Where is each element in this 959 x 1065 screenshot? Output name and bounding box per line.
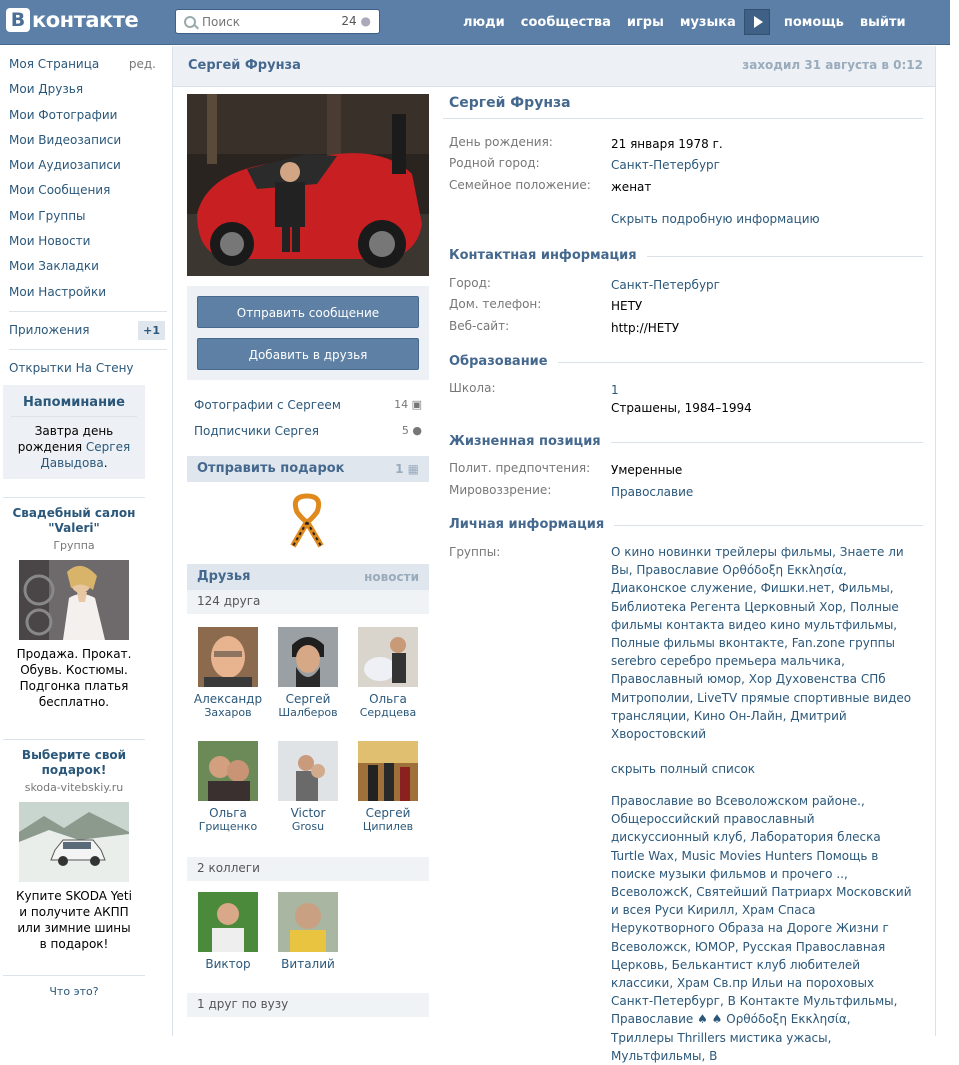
search-icon	[184, 16, 196, 28]
nav-music[interactable]: музыка	[679, 14, 736, 30]
subscribers-link[interactable]: Подписчики Сергея 5 ●	[194, 424, 422, 438]
friends-title[interactable]: Друзья	[197, 569, 251, 584]
home-phone: НЕТУ	[611, 299, 643, 313]
friends-news-link[interactable]: новости	[364, 570, 419, 584]
sidebar-item-videos[interactable]: Мои Видеозаписи	[9, 132, 122, 147]
last-seen: заходил 31 августа в 0:12	[742, 58, 923, 72]
search-input[interactable]	[202, 13, 332, 30]
friend-card[interactable]: Сергей Шалберов	[268, 627, 348, 720]
nav-communities[interactable]: сообщества	[520, 14, 611, 30]
sidebar-item-friends[interactable]: Мои Друзья	[9, 82, 84, 97]
hide-full-list-link[interactable]: скрыть полный список	[611, 762, 756, 776]
friend-avatar[interactable]	[278, 892, 338, 952]
worldview-link[interactable]: Православие	[611, 485, 694, 499]
gift-count: 1 ▦	[395, 462, 419, 476]
edit-link[interactable]: ред.	[128, 57, 156, 71]
search-count: 24 ●	[341, 14, 371, 28]
camera-icon: ▣	[411, 398, 422, 411]
political-value: Умеренные	[611, 463, 683, 477]
friend-avatar[interactable]	[278, 741, 338, 801]
ad-text: Продажа. Прокат. Обувь. Костюмы. Подгонка платья бесплатно.	[16, 647, 132, 709]
sidebar-item-groups[interactable]: Мои Группы	[9, 208, 86, 223]
sidebar-item-my-page[interactable]: Моя Страница ред.	[0, 52, 170, 77]
gift-icon: ▦	[407, 462, 419, 476]
friend-avatar[interactable]	[198, 741, 258, 801]
friend-card[interactable]: Сергей Ципилев	[348, 741, 428, 834]
ad-subtitle: Группа	[53, 539, 95, 552]
position-header: Жизненная позиция	[449, 434, 923, 450]
friend-avatar[interactable]	[278, 627, 338, 687]
photos-count: 14 ▣	[394, 398, 422, 411]
reminder-link[interactable]: Давыдова	[40, 456, 104, 470]
education-header: Образование	[449, 354, 923, 370]
school-link[interactable]: 1	[611, 383, 619, 397]
contact-header: Контактная информация	[449, 248, 923, 264]
logo-text: контакте	[32, 8, 139, 32]
apps-badge: +1	[138, 321, 165, 340]
sidebar-item-bookmarks[interactable]: Мои Закладки	[9, 259, 99, 274]
colleague-card[interactable]: Виталий	[268, 892, 348, 971]
ad-title[interactable]: Выберите свой подарок!	[21, 748, 127, 777]
nav-logout[interactable]: выйти	[859, 14, 906, 30]
reminder-text: Завтра день рождения Сергея Давыдова.	[17, 424, 131, 470]
top-header	[0, 0, 950, 45]
friend-avatar[interactable]	[198, 892, 258, 952]
nav-help[interactable]: помощь	[783, 14, 844, 30]
ad-title[interactable]: Свадебный салон "Valeri"	[12, 506, 136, 535]
photos-with-link[interactable]: Фотографии с Сергеем 14 ▣	[194, 398, 422, 412]
friend-card[interactable]: Александр Захаров	[188, 627, 268, 720]
profile-header-bar	[173, 46, 935, 87]
sidebar-item-postcards[interactable]: Открытки На Стену	[9, 361, 134, 376]
profile-header-name: Сергей Фрунза	[188, 58, 301, 73]
sidebar-item-settings[interactable]: Мои Настройки	[9, 284, 107, 299]
hide-details-link[interactable]: Скрыть подробную информацию	[611, 212, 820, 226]
friend-card[interactable]: Victor Grosu	[268, 741, 348, 834]
colleagues-count-bar[interactable]: 2 коллеги	[187, 857, 429, 881]
reminder-title: Напоминание	[11, 395, 137, 417]
friend-avatar[interactable]	[358, 741, 418, 801]
groups-list-2[interactable]: Православие во Всеволожском районе., Общероссийский православный дискуссионный клуб, Лаборатория блеска Turtle Wax, Music Movies Hunters Помощь в поиске музыки фильмов и прочего .., ВсеволожсК, Святейший Патриарх Московский и всея Руси Кирилл, Храм Спаса Нерукотворного Образа на Дороге Жизни г Всеволожск, ЮМОР, Русская Православная Церковь, Белькантист клуб любителей классики, Храм Св.пр Ильи на пороховых Санкт-Петербург, В Контакте Мультфильмы, Православие ♠ ♠ Ορθόδοξη Εκκλησία, Триллеры Thrillers мистика ужасы, Мультфильмы, В	[611, 794, 912, 1063]
sidebar-item-audio[interactable]: Мои Аудиозаписи	[9, 158, 121, 173]
gift-ribbon-icon[interactable]	[285, 492, 329, 548]
send-message-button[interactable]: Отправить сообщение	[197, 296, 419, 328]
school-detail: Страшены, 1984–1994	[611, 401, 752, 415]
colleague-card[interactable]: Виктор	[188, 892, 268, 971]
hometown-link[interactable]: Санкт-Петербург	[611, 158, 720, 172]
ad-skoda[interactable]	[3, 739, 145, 952]
add-friend-button[interactable]: Добавить в друзья	[197, 338, 419, 370]
university-friends-bar[interactable]: 1 друг по вузу	[187, 993, 429, 1017]
sidebar-item-apps[interactable]: Приложения +1	[0, 318, 170, 343]
logo-box: В	[6, 8, 30, 32]
user-icon: ●	[360, 14, 371, 28]
friend-card[interactable]: Ольга Грищенко	[188, 741, 268, 834]
sidebar-item-news[interactable]: Мои Новости	[9, 234, 91, 249]
city-link[interactable]: Санкт-Петербург	[611, 278, 720, 292]
vk-logo[interactable]	[6, 8, 138, 32]
ads-info[interactable]	[3, 975, 145, 998]
sidebar-item-messages[interactable]: Мои Сообщения	[9, 183, 111, 198]
nav-people[interactable]: люди	[463, 14, 505, 30]
divider	[443, 118, 923, 119]
divider	[9, 311, 167, 312]
users-icon: ●	[412, 424, 422, 437]
friends-section-header[interactable]	[187, 564, 429, 590]
friend-card[interactable]: Ольга Сердцева	[348, 627, 428, 720]
play-icon[interactable]	[744, 9, 770, 35]
divider	[9, 349, 167, 350]
friend-avatar[interactable]	[358, 627, 418, 687]
nav-games[interactable]: игры	[626, 14, 664, 30]
sidebar-item-photos[interactable]: Мои Фотографии	[9, 107, 118, 122]
website-link[interactable]: http://НЕТУ	[611, 321, 680, 335]
left-sidebar	[0, 52, 170, 382]
top-nav	[455, 0, 914, 44]
action-buttons-area	[187, 286, 429, 380]
ad-wedding[interactable]	[3, 497, 145, 710]
ad-image[interactable]	[19, 560, 129, 640]
what-is-this-link[interactable]: Что это?	[49, 985, 99, 998]
reminder-link[interactable]: Сергея	[85, 440, 131, 454]
birthday-value[interactable]: 21 января 1978 г.	[611, 137, 723, 151]
gift-section-header[interactable]	[187, 456, 429, 482]
friend-avatar[interactable]	[198, 627, 258, 687]
ad-text: Купите SKODA Yeti и получите АКПП или зимние шины в подарок!	[16, 889, 132, 951]
reminder-box	[3, 385, 145, 479]
profile-photo[interactable]	[187, 94, 429, 276]
search-box[interactable]	[175, 9, 380, 34]
personal-header: Личная информация	[449, 517, 923, 533]
family-status: женат	[611, 180, 652, 194]
groups-list[interactable]: О кино новинки трейлеры фильмы, Знаете ли Вы, Православие Ορθόδοξη Εκκλησία, Диаконское служение, Фишки.нет, Фильмы, Библиотека Регента Церковный Хор, Полные фильмы контакта видео кино мультфильмы, Полные фильмы вконтакте, Fan.zone группы serebro серебро премьера мальчика, Православный юмор, Хор Духовенства СПб Митрополии, LiveTV прямые спортивные видео трансляции, Кино Он-Лайн, Дмитрий Хворостовский	[611, 545, 912, 742]
ad-image[interactable]	[19, 802, 129, 882]
friends-count-bar[interactable]: 124 друга	[187, 590, 429, 614]
profile-name: Сергей Фрунза	[449, 95, 571, 111]
subscribers-count: 5 ●	[401, 424, 422, 437]
send-gift-link[interactable]: Отправить подарок	[197, 461, 345, 476]
ad-subtitle: skoda-vitebskiy.ru	[24, 781, 124, 794]
